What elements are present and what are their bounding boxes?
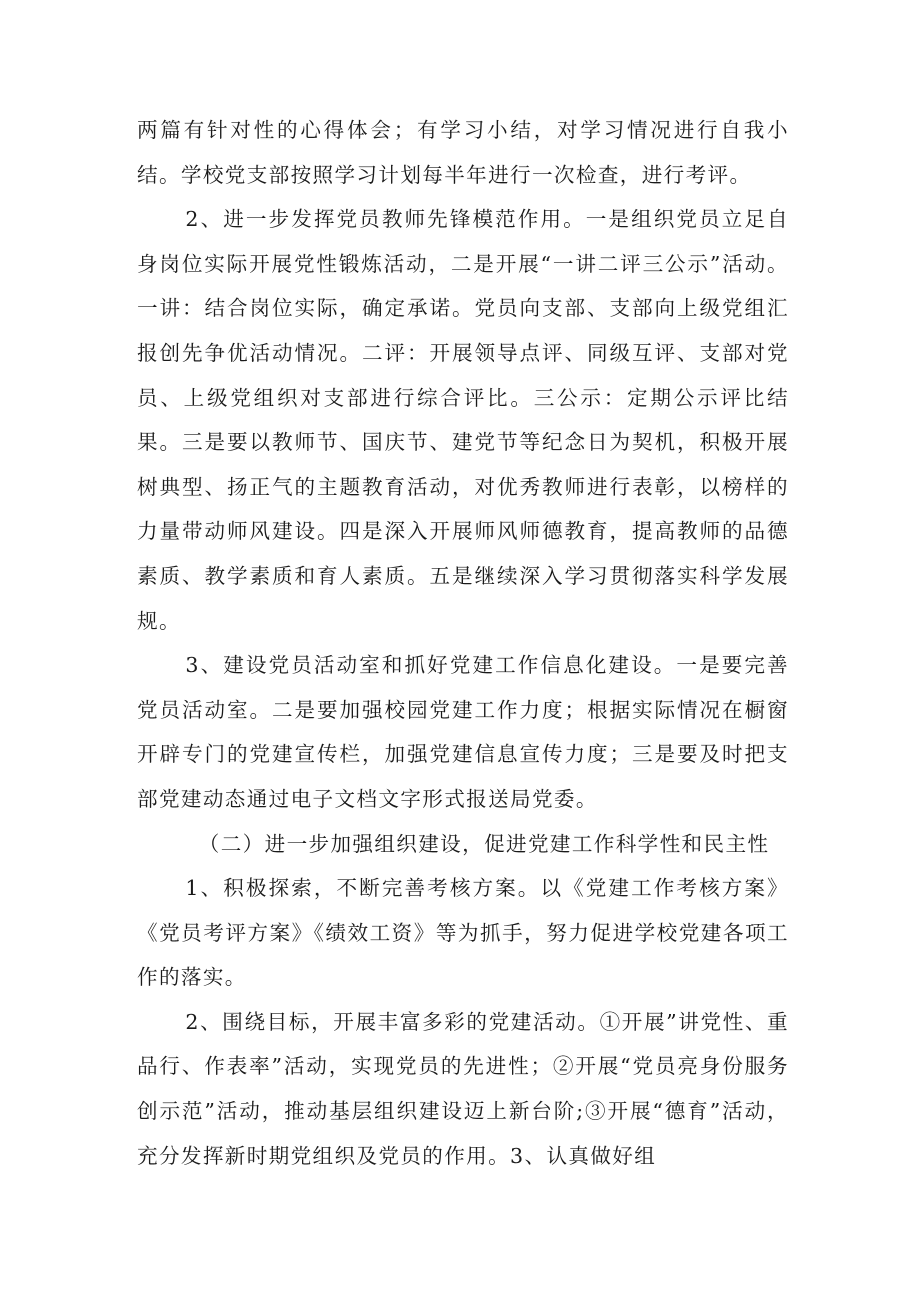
paragraph-continuation: 两篇有针对性的心得体会；有学习小结，对学习情况进行自我小结。学校党支部按照学习计划每半年进行一次检查，进行考评。 xyxy=(137,118,789,187)
paragraph-item-2: 2、进一步发挥党员教师先锋模范作用。一是组织党员立足自身岗位实际开展党性锻炼活动，二是开展“一讲二评三公示”活动。一讲：结合岗位实际，确定承诺。党员向支部、支部向上级党组汇报创先争优活动情况。二评：开展领导点评、同级互评、支部对党员、上级党组织对支部进行综合评比。三公示：定期公示评比结果。三是要以教师节、国庆节、建党节等纪念日为契机，积极开展树典型、扬正气的主题教育活动，对优秀教师进行表彰，以榜样的力量带动师风建设。四是深入开展师风师德教育，提高教师的品德素质、教学素质和育人素质。五是继续深入学习贯彻落实科学发展规。 xyxy=(137,207,789,633)
paragraph-item-1: 1、积极探索，不断完善考核方案。以《党建工作考核方案》《党员考评方案》《绩效工资》等为抓手，努力促进学校党建各项工作的落实。 xyxy=(137,876,789,990)
paragraph-item-3: 3、建设党员活动室和抓好党建工作信息化建设。一是要完善党员活动室。二是要加强校园党建工作力度；根据实际情况在橱窗开辟专门的党建宣传栏，加强党建信息宣传力度；三是要及时把支部党建动态通过电子文档文字形式报送局党委。 xyxy=(137,653,789,811)
paragraph-item-2b: 2、围绕目标，开展丰富多彩的党建活动。①开展”讲党性、重品行、作表率”活动，实现党员的先进性；②开展“党员亮身份服务创示范”活动，推动基层组织建设迈上新台阶;③开展“德育”活动，充分发挥新时期党组织及党员的作用。3、认真做好组 xyxy=(137,1009,789,1168)
section-heading-2: （二）进一步加强组织建设，促进党建工作科学性和民主性 xyxy=(198,831,770,856)
document-body xyxy=(137,108,789,1178)
